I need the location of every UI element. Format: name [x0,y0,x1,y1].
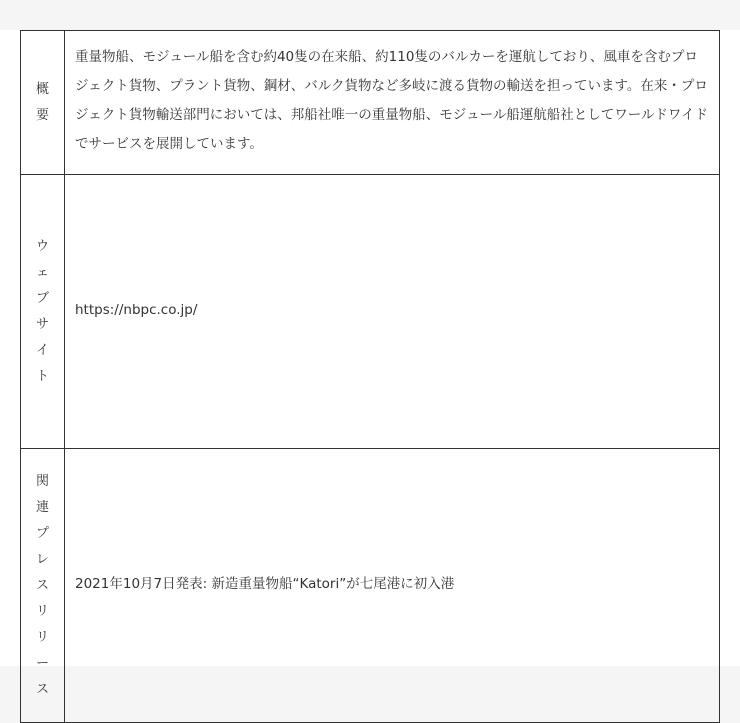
row-label-cell [21,31,65,175]
row-value-cell [65,31,720,175]
table-row-overview [21,31,720,175]
row-value-cell [65,175,720,449]
press-release-label: 関連プレスリリース [35,473,49,697]
row-label-cell [21,175,65,449]
company-info-table [20,30,720,723]
row-value-cell [65,449,720,723]
website-link[interactable]: https://nbpc.co.jp/ [75,301,198,318]
overview-text: 重量物船、モジュール船を含む約40隻の在来船、約110隻のバルカーを運航しており、風車を含むプロジェクト貨物、プラント貨物、鋼材、バルク貨物など多岐に渡る貨物の輸送を担っています。在来・プロジェクト貨物輸送部門においては、邦船社唯一の重量物船、モジュール船運航船社としてワールドワイドでサービスを展開しています。 [75,49,709,152]
overview-label: 概要 [35,81,49,123]
press-release-link[interactable]: 2021年10月7日発表: 新造重量物船“Katori”が七尾港に初入港 [75,575,455,592]
table-row-press-release [21,449,720,723]
table-row-website [21,175,720,449]
row-label-cell [21,449,65,723]
website-label: ウェブサイト [35,238,49,384]
